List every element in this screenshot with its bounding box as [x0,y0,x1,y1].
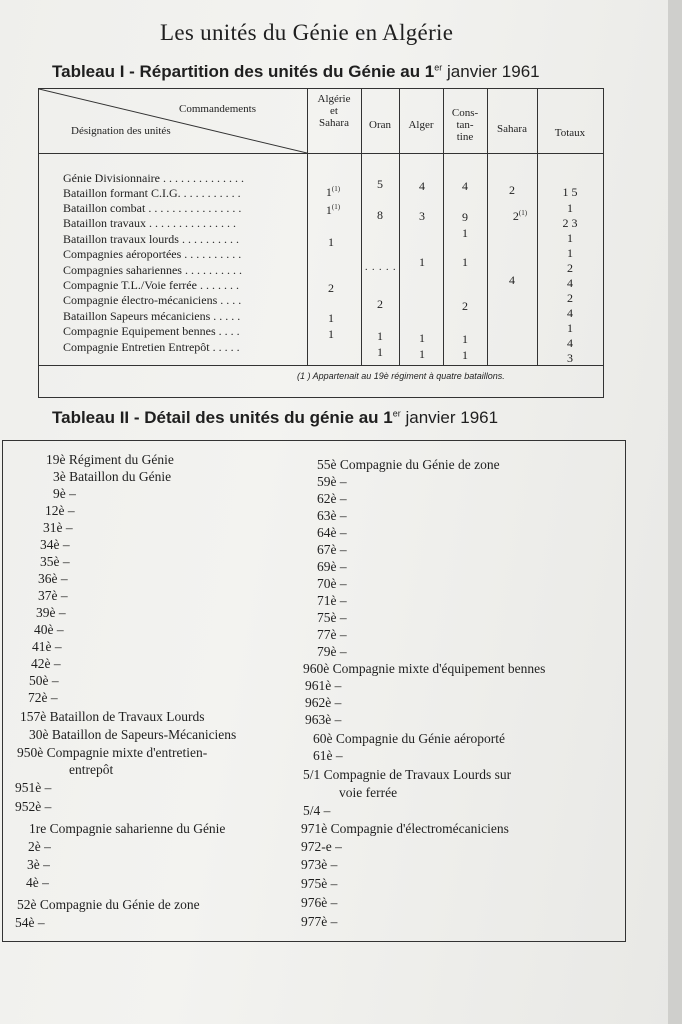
table2-title-sup: er [392,408,401,419]
table2-title [52,408,498,428]
cell-value: 2 [512,209,519,223]
table1-title-after: janvier 1961 [442,62,540,81]
cell-alger: 1 [419,255,425,269]
cell-algerie [323,203,343,218]
cell-alger: 4 [419,179,425,193]
table1-title [52,62,540,82]
list-item: 75è – [317,610,347,625]
cell-oran: 1 [377,345,383,359]
list-item: 37è – [38,588,68,603]
list-item: 69è – [317,559,347,574]
list-item: 2è – [28,839,51,854]
list-item: 34è – [40,537,70,552]
row-label: Bataillon formant C.I.G. . . . . . . . . . . [63,186,241,200]
list-item: 952è – [15,799,52,814]
cell-total: 2 [567,291,573,305]
col-header-sahara: Sahara [497,123,527,135]
cell-alger: 1 [419,331,425,345]
table2 [2,440,626,942]
header-commandements: Commandements [179,103,256,115]
cell-oran: 2 [377,297,383,311]
row-label: Compagnies aéroportées . . . . . . . . . . [63,247,242,261]
table1-title-main: Tableau I - Répartition des unités du Génie au 1 [52,62,435,81]
list-item: 977è – [301,914,338,929]
row-label: Bataillon Sapeurs mécaniciens . . . . . [63,309,241,323]
cell-oran: . . . . . [365,262,397,273]
list-item: 70è – [317,576,347,591]
list-item: 67è – [317,542,347,557]
list-item: 12è – [45,503,75,518]
list-item: 157è Bataillon de Travaux Lourds [20,709,205,724]
list-item: 79è – [317,644,347,659]
row-label: Compagnies sahariennes . . . . . . . . . . [63,263,242,277]
list-item: 31è – [43,520,73,535]
cell-note: (1) [518,209,528,217]
cell-oran: 1 [377,329,383,343]
list-item: 976è – [301,895,338,910]
cell-note: (1) [331,203,341,211]
table2-title-after: janvier 1961 [400,408,499,427]
list-item: 5/1 Compagnie de Travaux Lourds sur [303,767,512,782]
row-label: Compagnie électro-mécaniciens . . . . [63,293,242,307]
cell-algerie: 1 [328,311,334,325]
col-header-algerie: Algérie et Sahara [317,93,351,129]
list-item: 63è – [317,508,347,523]
cell-constantine: 2 [462,299,468,313]
cell-total: 2 3 [562,216,578,230]
row-label: Bataillon combat . . . . . . . . . . . . . . . . [63,201,242,215]
cell-algerie: 1 [328,235,334,249]
list-item: 973è – [301,857,338,872]
list-item: 3è Bataillon du Génie [53,469,172,484]
list-item: 950è Compagnie mixte d'entretien- [17,745,208,760]
cell-total: 4 [567,276,573,290]
list-item: 62è – [317,491,347,506]
row-label: Compagnie Entretien Entrepôt . . . . . [63,340,240,354]
page-title: Les unités du Génie en Algérie [160,20,454,45]
col-header-oran: Oran [369,119,391,131]
list-item: 5/4 – [303,803,331,818]
list-item: 50è – [29,673,59,688]
cell-total: 3 [567,351,573,365]
list-item: 61è – [313,748,343,763]
list-item: 54è – [15,915,45,930]
list-item: 3è – [27,857,50,872]
cell-constantine: 1 [462,348,468,362]
table1-footnote: (1 ) Appartenait au 19è régiment à quatre bataillons. [297,371,505,381]
list-item: 41è – [32,639,62,654]
list-item: 52è Compagnie du Génie de zone [17,897,200,912]
list-item: 960è Compagnie mixte d'équipement bennes [303,661,546,676]
row-label: Compagnie T.L./Voie ferrée . . . . . . . [63,278,239,292]
list-item: 951è – [15,780,52,795]
list-item: 19è Régiment du Génie [46,452,174,467]
cell-total: 4 [567,306,573,320]
cell-total: 1 [567,201,573,215]
cell-value: 1 [325,203,332,217]
cell-sahara [505,209,535,224]
cell-value: 1 [325,185,332,199]
list-item: 1re Compagnie saharienne du Génie [29,821,226,836]
list-item: 975è – [301,876,338,891]
list-item: 77è – [317,627,347,642]
cell-total: 1 [567,321,573,335]
col-divider [307,89,308,365]
list-item: 72è – [28,690,58,705]
cell-oran: 8 [377,208,383,222]
list-item: 972-e – [301,839,342,854]
footnote-divider [39,365,603,366]
cell-constantine: 4 [462,179,468,193]
cell-total: 1 [567,246,573,260]
cell-total: 1 5 [562,185,578,199]
row-label: Bataillon travaux lourds . . . . . . . . . . [63,232,239,246]
cell-alger: 3 [419,209,425,223]
header-designation: Désignation des unités [71,125,171,137]
table1-title-sup: er [434,62,443,73]
list-item: voie ferrée [339,785,398,800]
list-item: 55è Compagnie du Génie de zone [317,457,500,472]
col-header-alger: Alger [408,119,434,131]
list-item: 59è – [317,474,347,489]
cell-total: 2 [567,261,573,275]
col-header-constantine: Cons- tan- tine [451,107,479,143]
list-item: 35è – [40,554,70,569]
cell-alger: 1 [419,347,425,361]
cell-note: (1) [331,185,341,193]
list-item: entrepôt [69,762,114,777]
list-item: 962è – [305,695,342,710]
cell-oran: 5 [377,177,383,191]
cell-algerie [323,185,343,200]
list-item: 9è – [53,486,76,501]
list-item: 39è – [36,605,66,620]
row-label: Génie Divisionnaire . . . . . . . . . . . . . . [63,171,244,185]
list-item: 963è – [305,712,342,727]
cell-total: 1 [567,231,573,245]
list-item: 42è – [31,656,61,671]
list-item: 4è – [26,875,49,890]
cell-constantine: 1 [462,255,468,269]
list-item: 961è – [305,678,342,693]
list-item: 36è – [38,571,68,586]
list-item: 30è Bataillon de Sapeurs-Mécaniciens [29,727,237,742]
cell-algerie: 1 [328,327,334,341]
cell-total: 4 [567,336,573,350]
list-item: 40è – [34,622,64,637]
header-diagonal [39,89,307,153]
list-item: 60è Compagnie du Génie aéroporté [313,731,505,746]
table2-title-main: Tableau II - Détail des unités du génie au 1 [52,408,393,427]
table1 [38,88,604,398]
cell-algerie: 2 [328,281,334,295]
cell-constantine: 1 [462,226,468,240]
list-item: 71è – [317,593,347,608]
cell-constantine: 1 [462,332,468,346]
row-label: Bataillon travaux . . . . . . . . . . . . . . . [63,216,236,230]
cell-constantine: 9 [462,210,468,224]
list-item: 971è Compagnie d'électromécaniciens [301,821,509,836]
col-header-totaux: Totaux [554,127,586,139]
cell-sahara: 4 [509,273,515,287]
list-item: 64è – [317,525,347,540]
row-label: Compagnie Equipement bennes . . . . [63,324,240,338]
header-divider [39,153,603,154]
cell-sahara: 2 [509,183,515,197]
page-edge [668,0,682,1024]
